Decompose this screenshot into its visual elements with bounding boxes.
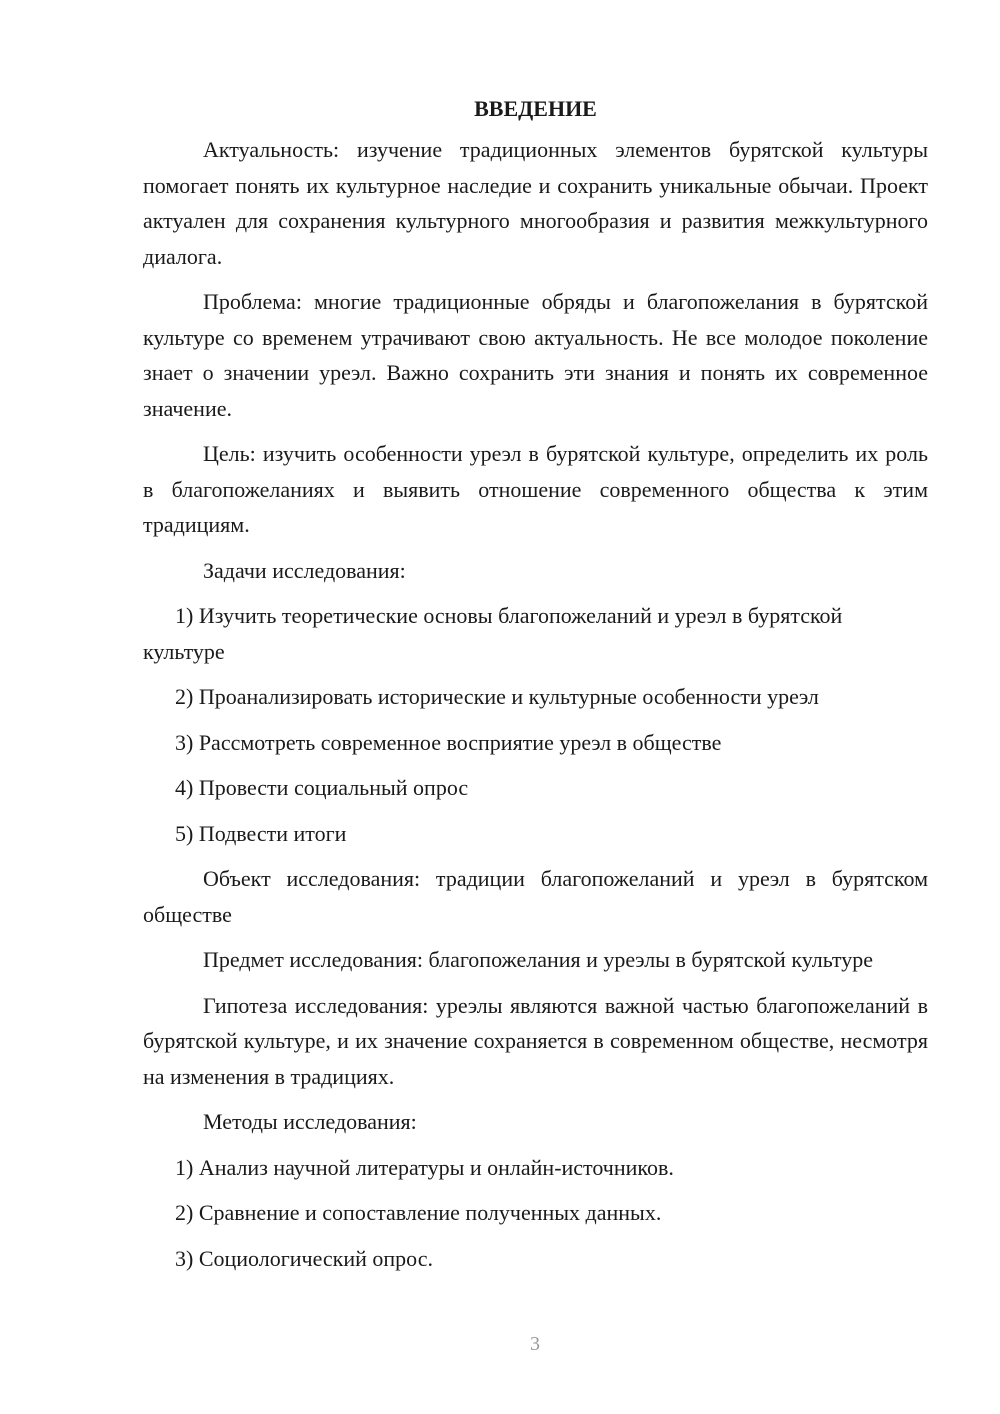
method-item-1: 1) Анализ научной литературы и онлайн-источников. <box>175 1154 674 1180</box>
document-page <box>143 92 928 1286</box>
methods-title: Методы исследования: <box>203 1109 417 1134</box>
method-item-3: 3) Социологический опрос. <box>175 1245 433 1271</box>
tasks-title: Задачи исследования: <box>203 557 406 583</box>
task-item-3: 3) Рассмотреть современное восприятие уреэл в обществе <box>175 729 722 755</box>
method-item-2: 2) Сравнение и сопоставление полученных данных. <box>175 1200 662 1225</box>
page-title: ВВЕДЕНИЕ <box>474 96 597 121</box>
problem-paragraph: Проблема: многие традиционные обряды и благопожелания в бурятской культуре со временем утрачивают свою актуальность. Не все молодое поколение знает о значении уреэл. Важно сохранить эти знания и понять их современное значение. <box>143 289 928 421</box>
task-item-5: 5) Подвести итоги <box>175 820 347 846</box>
task-item-2: 2) Проанализировать исторические и культурные особенности уреэл <box>175 684 819 709</box>
page-number: 3 <box>530 1333 540 1355</box>
hypothesis-paragraph: Гипотеза исследования: уреэлы являются важной частью благопожеланий в бурятской культуре, и их значение сохраняется в современном обществе, несмотря на изменения в традициях. <box>143 992 928 1089</box>
object-paragraph: Объект исследования: традиции благопожеланий и уреэл в бурятском обществе <box>143 866 928 927</box>
relevance-paragraph: Актуальность: изучение традиционных элементов бурятской культуры помогает понять их культурное наследие и сохранить уникальные обычаи. Проект актуален для сохранения культурного многообразия и развития межкультурного диалога. <box>143 137 928 269</box>
task-item-1: 1) Изучить теоретические основы благопожеланий и уреэл в бурятской культуре <box>143 603 843 664</box>
subject-paragraph: Предмет исследования: благопожелания и уреэлы в бурятской культуре <box>203 947 873 972</box>
goal-paragraph: Цель: изучить особенности уреэл в бурятской культуре, определить их роль в благопожеланиях и выявить отношение современного общества к этим традициям. <box>143 441 928 537</box>
task-item-4: 4) Провести социальный опрос <box>175 775 469 800</box>
